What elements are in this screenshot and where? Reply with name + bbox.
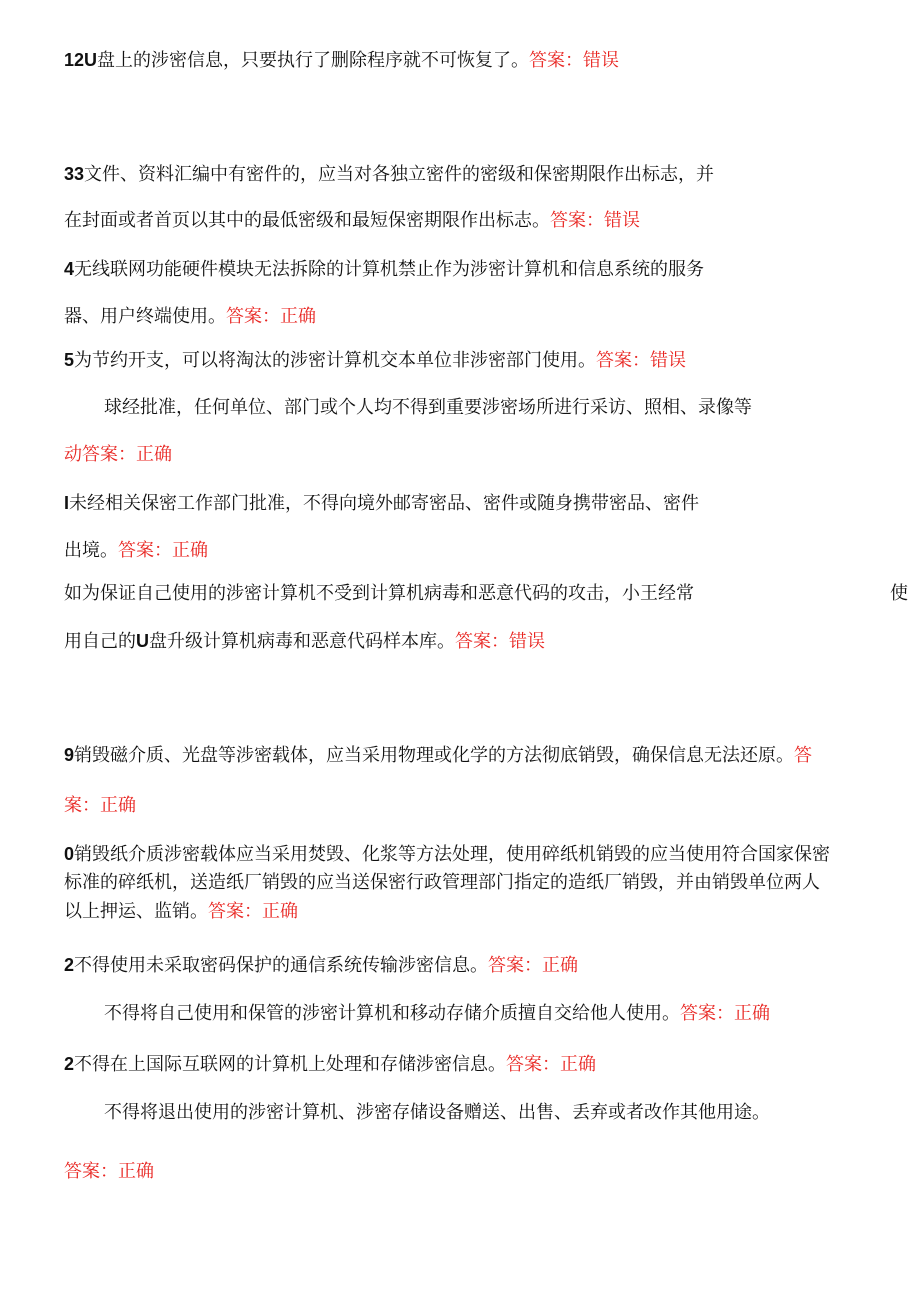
question-line [104, 1002, 770, 1026]
answer-label: 答案：正确 [226, 306, 316, 327]
question-text: 未经相关保密工作部门批准，不得向境外邮寄密品、密件或随身携带密品、密件 [69, 493, 700, 514]
question-text: 出境。 [64, 540, 118, 561]
question-text: 标准的碎纸机，送造纸厂销毁的应当送保密行政管理部门指定的造纸厂销毁，并由销毁单位两人 [64, 872, 820, 893]
question-number: 2 [64, 955, 75, 975]
question-line [64, 1160, 154, 1184]
question-line [64, 162, 714, 187]
question-line [64, 743, 812, 768]
question-text: 不得将自己使用和保管的涉密计算机和移动存储介质擅自交给他人使用。 [104, 1003, 680, 1024]
question-line [64, 209, 640, 233]
question-text: 盘上的涉密信息，只要执行了删除程序就不可恢复了。 [97, 50, 530, 71]
question-line [64, 257, 704, 282]
answer-label: 答案：正确 [82, 444, 172, 465]
question-text: 无线联网功能硬件模块无法拆除的计算机禁止作为涉密计算机和信息系统的服务 [74, 259, 705, 280]
question-text: 盘升级计算机病毒和恶意代码样本库。 [149, 631, 455, 652]
question-text: 在封面或者首页以其中的最低密级和最短保密期限作出标志。 [64, 210, 550, 231]
question-line [64, 443, 172, 467]
question-text: 为节约开支，可以将淘汰的涉密计算机交本单位非涉密部门使用。 [74, 350, 597, 371]
question-line [64, 871, 820, 895]
answer-label: 案：正确 [64, 795, 136, 816]
question-text: 使 [890, 583, 908, 604]
question-text: 不得将退出使用的涉密计算机、涉密存储设备赠送、出售、丢弃或者改作其他用途。 [104, 1102, 770, 1123]
question-line [64, 842, 830, 867]
question-line [64, 582, 694, 606]
answer-label: 答案：错误 [550, 210, 640, 231]
question-line [64, 305, 316, 329]
question-text: 球经批准，任何单位、部门或个人均不得到重要涉密场所进行采访、照相、录像等 [104, 397, 752, 418]
question-text: 用自己的 [64, 631, 136, 652]
answer-label: 答案：正确 [208, 901, 298, 922]
question-line [890, 582, 908, 606]
question-number: 9 [64, 745, 75, 765]
question-text: 不得在上国际互联网的计算机上处理和存储涉密信息。 [74, 1054, 507, 1075]
question-line [104, 1101, 770, 1125]
question-text: 以上押运、监销。 [64, 901, 208, 922]
question-number: I [64, 493, 70, 513]
answer-label: 答案：正确 [506, 1054, 597, 1075]
question-text: 销毁纸介质涉密载体应当采用焚毁、化浆等方法处理，使用碎纸机销毁的应当使用符合国家保密 [74, 844, 831, 865]
question-number: 4 [64, 259, 75, 279]
question-text: 如为保证自己使用的涉密计算机不受到计算机病毒和恶意代码的攻击，小王经常 [64, 583, 694, 604]
question-text-latin: U [136, 631, 149, 651]
question-line [64, 953, 578, 978]
question-number: 33 [64, 164, 85, 184]
question-number: 5 [64, 350, 75, 370]
question-line [64, 48, 619, 73]
answer-label: 答案：错误 [455, 631, 545, 652]
answer-label: 答 [794, 745, 813, 766]
answer-label: 答案：错误 [596, 350, 687, 371]
question-number: 12U [64, 50, 98, 70]
question-line [64, 348, 686, 373]
question-line [64, 629, 545, 654]
question-line [64, 794, 136, 818]
question-number: 2 [64, 1054, 75, 1074]
question-line [104, 396, 752, 420]
question-line [64, 900, 298, 924]
question-text: 文件、资料汇编中有密件的，应当对各独立密件的密级和保密期限作出标志，并 [84, 164, 715, 185]
question-text: 销毁磁介质、光盘等涉密载体，应当采用物理或化学的方法彻底销毁，确保信息无法还原。 [74, 745, 795, 766]
question-number: 0 [64, 844, 75, 864]
question-line [64, 539, 208, 563]
question-text: 不得使用未采取密码保护的通信系统传输涉密信息。 [74, 955, 489, 976]
answer-label: 答案：正确 [118, 540, 208, 561]
question-line [64, 491, 699, 516]
answer-label: 答案：错误 [529, 50, 620, 71]
question-text: 动 [64, 444, 82, 465]
question-text: 器、用户终端使用。 [64, 306, 226, 327]
answer-label: 答案：正确 [64, 1161, 154, 1182]
answer-label: 答案：正确 [488, 955, 579, 976]
question-line [64, 1052, 596, 1077]
answer-label: 答案：正确 [680, 1003, 770, 1024]
